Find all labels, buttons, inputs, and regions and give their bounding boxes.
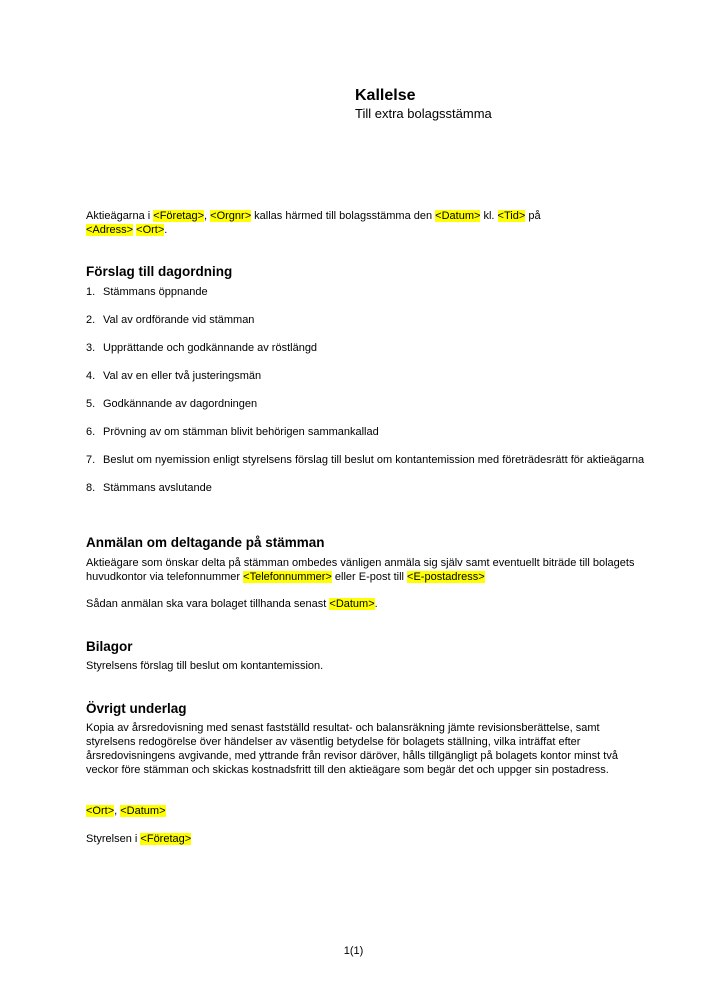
agenda-item-number: 3. — [86, 342, 96, 354]
agenda-item-number: 6. — [86, 426, 96, 438]
agenda-item-text: Stämmans avslutande — [103, 482, 212, 494]
placeholder-company: <Företag> — [140, 833, 192, 845]
agenda-item — [86, 453, 646, 467]
agenda-item-text: Val av en eller två justeringsmän — [103, 370, 262, 382]
intro-text: på — [525, 210, 541, 222]
agenda-heading: Förslag till dagordning — [86, 264, 233, 279]
board-signature-text: Styrelsen i — [86, 833, 141, 845]
placeholder-orgnr: <Orgnr> — [210, 210, 252, 222]
agenda-item — [86, 313, 646, 327]
attachments-heading: Bilagor — [86, 639, 133, 654]
registration-deadline-text: Sådan anmälan ska vara bolaget tillhanda senast — [86, 598, 330, 610]
registration-heading: Anmälan om deltagande på stämman — [86, 535, 325, 550]
document-subtitle: Till extra bolagsstämma — [355, 106, 492, 121]
agenda-item-text: Stämmans öppnande — [103, 286, 208, 298]
registration-paragraph — [86, 556, 646, 584]
intro-text: . — [164, 224, 168, 236]
agenda-item-text: Prövning av om stämman blivit behörigen sammankallad — [103, 426, 379, 438]
agenda-item — [86, 285, 646, 299]
placeholder-city: <Ort> — [136, 224, 165, 236]
intro-paragraph — [86, 209, 646, 237]
intro-text: Aktieägarna i — [86, 210, 154, 222]
other-documents-text: Kopia av årsredovisning med senast fastställd resultat- och balansräkning jämte revisionsberättelse, samt styrelsens redogörelse över händelser av väsentlig betydelse för bolagets ställning, vilka inträffat efter årsredovisningens avgivande, med yttrande från revisor däröver, hålls tillgängligt på bolagets kontor minst två veckor före stämman och skickas kostnadsfritt till den aktieägare som begär det och uppger sin postadress. — [86, 722, 618, 776]
agenda-item — [86, 341, 646, 355]
agenda-item — [86, 425, 646, 439]
agenda-item-text: Godkännande av dagordningen — [103, 398, 258, 410]
placeholder-company: <Företag> — [153, 210, 205, 222]
agenda-item-number: 8. — [86, 482, 96, 494]
registration-deadline-paragraph — [86, 597, 646, 611]
placeholder-email: <E-postadress> — [407, 571, 485, 583]
board-signature-line — [86, 832, 646, 846]
placeholder-address: <Adress> — [86, 224, 134, 236]
placeholder-city: <Ort> — [86, 805, 115, 817]
placeholder-time: <Tid> — [497, 210, 526, 222]
page-number: 1(1) — [343, 945, 364, 957]
agenda-item-text: Beslut om nyemission enligt styrelsens förslag till beslut om kontantemission med företrädesrätt för aktieägarna — [103, 454, 645, 466]
agenda-item-number: 2. — [86, 314, 96, 326]
placeholder-date: <Datum> — [120, 805, 166, 817]
agenda-item-number: 5. — [86, 398, 96, 410]
agenda-item-text: Val av ordförande vid stämman — [103, 314, 255, 326]
agenda-item — [86, 397, 646, 411]
intro-text: kallas härmed till bolagsstämma den — [251, 210, 436, 222]
agenda-item-number: 1. — [86, 286, 96, 298]
other-documents-heading: Övrigt underlag — [86, 701, 187, 716]
document-title: Kallelse — [355, 87, 416, 104]
intro-text: kl. — [480, 210, 498, 222]
agenda-item-number: 4. — [86, 370, 96, 382]
registration-text: Aktieägare som önskar delta på stämman ombedes vänligen anmäla sig själv samt eventuellt biträde till bolagets huvudkontor via telefonnummer — [86, 557, 635, 583]
agenda-item-number: 7. — [86, 454, 96, 466]
agenda-item-text: Upprättande och godkännande av röstlängd — [103, 342, 318, 354]
registration-text: eller E-post till — [331, 571, 408, 583]
placeholder-phone: <Telefonnummer> — [243, 571, 332, 583]
placeholder-date: <Datum> — [329, 598, 375, 610]
place-date-separator: , — [114, 805, 121, 817]
place-date-line — [86, 804, 646, 818]
agenda-item — [86, 481, 646, 495]
agenda-list — [86, 285, 646, 509]
placeholder-date: <Datum> — [435, 210, 481, 222]
attachments-text: Styrelsens förslag till beslut om kontantemission. — [86, 660, 324, 672]
intro-text: , — [204, 210, 211, 222]
agenda-item — [86, 369, 646, 383]
registration-deadline-text: . — [374, 598, 378, 610]
